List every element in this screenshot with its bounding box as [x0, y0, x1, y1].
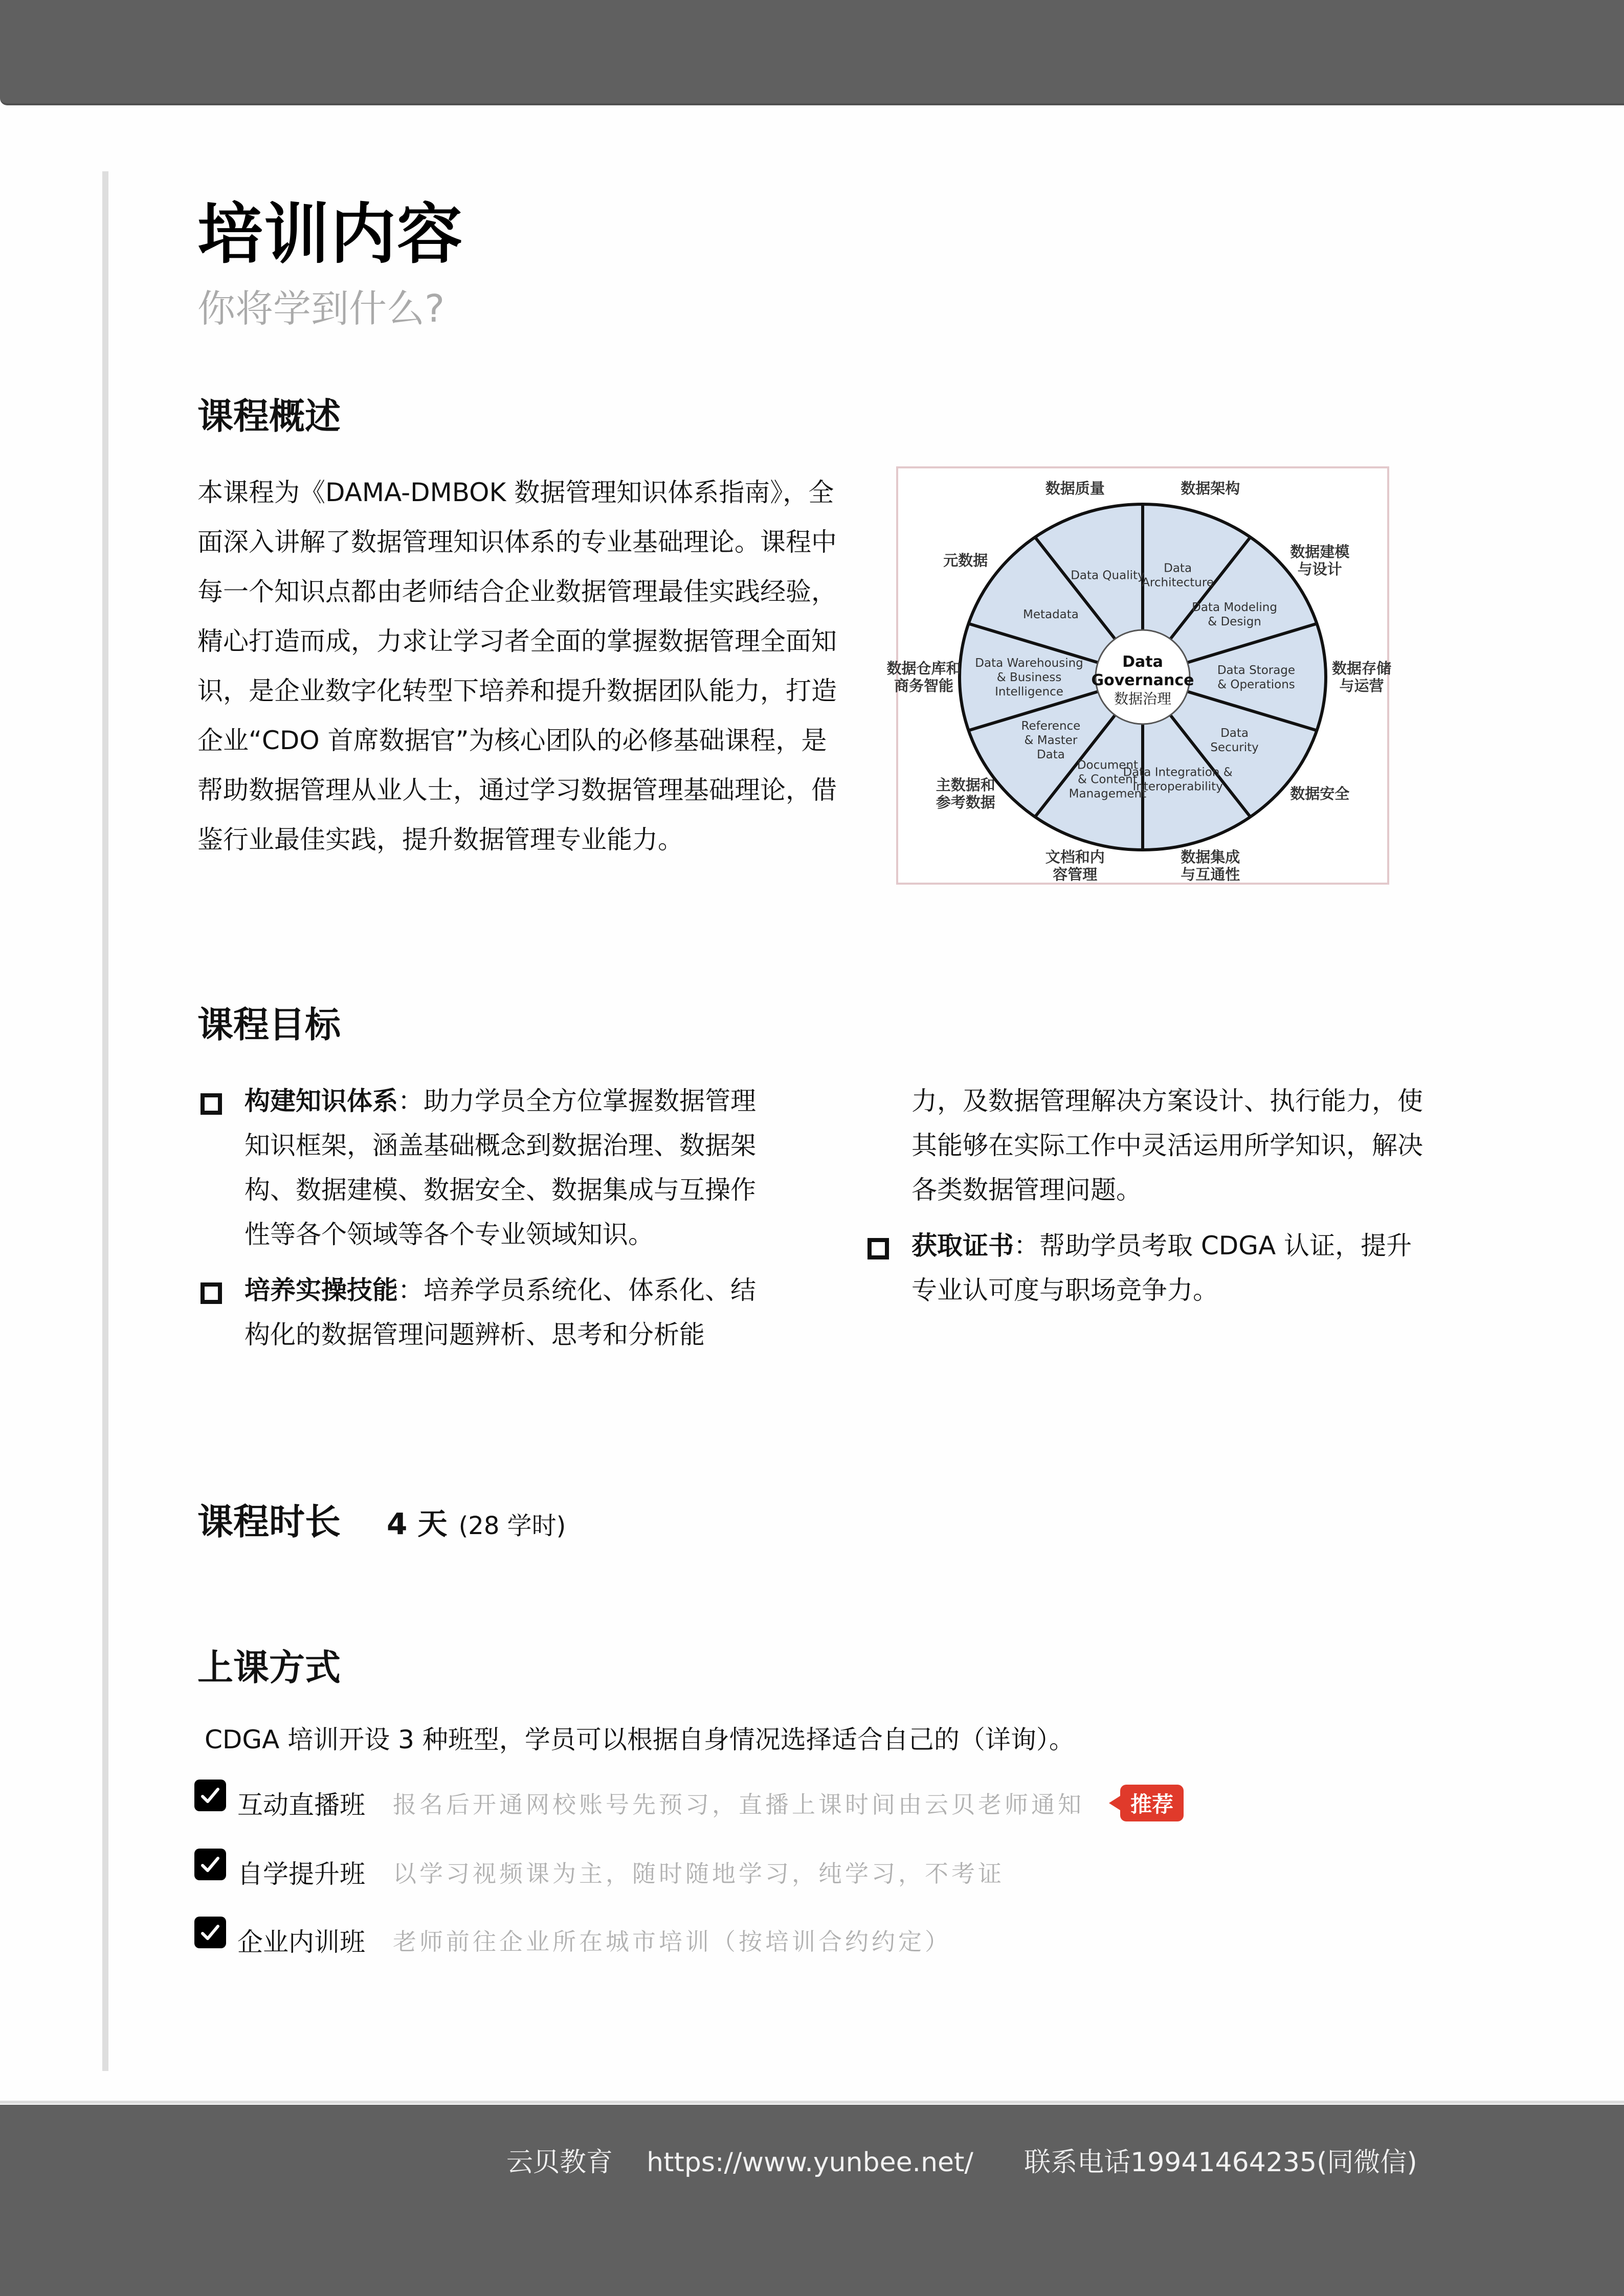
- segment-label-en: Data Warehousing: [975, 657, 1083, 670]
- duration-hours: (28 学时): [458, 1512, 566, 1540]
- segment-label-en: & Master: [1024, 734, 1078, 748]
- side-rule: [102, 171, 108, 2071]
- goal-separator: ：: [398, 1275, 424, 1305]
- goal-title: 获取证书: [911, 1231, 1014, 1260]
- segment-label-en: & Operations: [1217, 678, 1295, 691]
- goal-separator: ：: [1014, 1231, 1039, 1260]
- segment-label-cn: 与设计: [1297, 560, 1342, 578]
- goal-item-skills: [197, 1268, 765, 1357]
- segment-label-cn: 容管理: [1053, 866, 1098, 884]
- dmbok-wheel-diagram: [886, 466, 1392, 885]
- class-name: 自学提升班: [237, 1859, 365, 1889]
- delivery-heading: 上课方式: [197, 1647, 341, 1689]
- class-description: 报名后开通网校账号先预习，直播上课时间由云贝老师通知: [393, 1791, 1084, 1818]
- segment-label-cn: 数据安全: [1290, 785, 1350, 803]
- goals-heading: 课程目标: [197, 1004, 341, 1046]
- segment-label-en: Data Quality: [1071, 569, 1145, 582]
- segment-label-en: Intelligence: [995, 685, 1063, 699]
- center-label-en: Governance: [1091, 671, 1194, 689]
- top-banner: [0, 0, 1624, 105]
- segment-label-en: Data: [1036, 748, 1065, 762]
- square-bullet-icon: [867, 1238, 889, 1259]
- segment-label-cn: 元数据: [943, 551, 988, 569]
- segment-label-cn: 数据建模: [1290, 543, 1350, 560]
- segment-label-en: Data: [1164, 561, 1192, 575]
- duration-days: 4 天: [387, 1506, 448, 1541]
- segment-label-cn: 数据存储: [1331, 660, 1392, 677]
- goal-separator: ：: [398, 1086, 424, 1116]
- segment-label-en: Interoperability: [1132, 780, 1223, 794]
- footer-brand: 云贝教育: [506, 2147, 613, 2178]
- goals-right-column: [864, 1079, 1437, 1313]
- segment-label-cn: 主数据和: [936, 776, 995, 794]
- class-name: 企业内训班: [237, 1927, 365, 1957]
- segment-label-cn: 商务智能: [894, 677, 954, 694]
- goal-item-skills-continued: [864, 1079, 1437, 1212]
- checkbox-checked-icon[interactable]: [194, 1917, 226, 1948]
- footer-phone: 联系电话19941464235(同微信): [1024, 2147, 1417, 2178]
- segment-label-cn: 与互通性: [1181, 866, 1240, 884]
- footer-divider: [0, 2101, 1624, 2104]
- segment-label-en: & Business: [996, 671, 1062, 684]
- goal-title: 培养实操技能: [244, 1275, 398, 1305]
- center-label-cn: 数据治理: [1114, 690, 1172, 707]
- overview-paragraph: 本课程为《DAMA-DMBOK 数据管理知识体系指南》，全面深入讲解了数据管理知识体系的专业基础理论。课程中每一个知识点都由老师结合企业数据管理最佳实践经验，精心打造而成，力求让学习者全面的掌握数据管理全面知识，是企业数字化转型下培养和提升数据团队能力，打造企业“CDO 首席数据官”为核心团队的必修基础课程，是帮助数据管理从业人士，通过学习数据管理基础理论，借鉴行业最佳实践，提升数据管理专业能力。: [197, 478, 837, 854]
- segment-label-cn: 与运营: [1339, 677, 1384, 694]
- goal-text-continued: 力，及数据管理解决方案设计、执行能力，使其能够在实际工作中灵活运用所学知识，解决各类数据管理问题。: [911, 1086, 1423, 1205]
- segment-label-en: Metadata: [1022, 607, 1079, 621]
- segment-label-en: Security: [1210, 741, 1259, 755]
- delivery-intro: CDGA 培训开设 3 种班型，学员可以根据自身情况选择适合自己的（详询）。: [205, 1725, 1075, 1754]
- segment-label-cn: 数据集成: [1181, 848, 1240, 866]
- segment-label-cn: 数据仓库和: [886, 660, 961, 677]
- goal-text: 助力学员全方位掌握数据管理知识框架，涵盖基础概念到数据治理、数据架构、数据建模、数据安全、数据集成与互操作性等各个领域等各个专业领域知识。: [244, 1086, 756, 1249]
- overview-heading: 课程概述: [197, 395, 341, 437]
- class-name: 互动直播班: [237, 1790, 365, 1820]
- segment-label-cn: 文档和内: [1045, 848, 1105, 866]
- wheel-svg: [886, 468, 1392, 884]
- class-description: 以学习视频课为主，随时随地学习，纯学习，不考证: [393, 1860, 1005, 1887]
- footer-contact-line: [506, 2141, 1417, 2179]
- goal-item-knowledge: [197, 1079, 765, 1257]
- page-subtitle: 你将学到什么?: [197, 287, 445, 331]
- class-description: 老师前往企业所在城市培训（按培训合约约定）: [393, 1928, 951, 1955]
- segment-label-cn: 数据架构: [1181, 479, 1240, 497]
- goal-title: 构建知识体系: [244, 1086, 398, 1116]
- segment-label-cn: 参考数据: [936, 794, 995, 812]
- square-bullet-icon: [201, 1282, 222, 1304]
- segment-label-cn: 数据质量: [1045, 479, 1105, 497]
- segment-label-en: Architecture: [1142, 576, 1214, 590]
- duration-heading: 课程时长: [197, 1501, 341, 1543]
- course-duration: [197, 1493, 566, 1545]
- segment-label-en: Management: [1069, 787, 1147, 801]
- recommended-badge: 推荐: [1120, 1785, 1184, 1821]
- goal-text: 培养学员系统化、体系化、结构化的数据管理问题辨析、思考和分析能: [244, 1275, 756, 1349]
- goal-text: 帮助学员考取 CDGA 认证，提升专业认可度与职场竞争力。: [911, 1231, 1412, 1305]
- center-label-en: Data: [1122, 653, 1163, 671]
- goal-item-certificate: [864, 1224, 1437, 1313]
- segment-label-en: & Design: [1208, 615, 1261, 628]
- segment-label-en: Data Modeling: [1192, 600, 1277, 614]
- checkbox-checked-icon[interactable]: [194, 1849, 226, 1880]
- square-bullet-icon: [201, 1093, 222, 1115]
- footer-url[interactable]: https://www.yunbee.net/: [647, 2147, 973, 2178]
- page-title: 培训内容: [197, 196, 464, 273]
- segment-label-en: Data Storage: [1217, 664, 1296, 677]
- segment-label-en: Reference: [1021, 719, 1081, 733]
- segment-label-en: Data: [1220, 727, 1249, 740]
- segment-label-en: Data Integration &: [1123, 766, 1233, 779]
- page-footer: [0, 2105, 1624, 2296]
- class-option-live[interactable]: [194, 1785, 1184, 1821]
- goals-left-column: [197, 1079, 765, 1357]
- checkbox-checked-icon[interactable]: [194, 1780, 226, 1811]
- segment-label-en: & Content: [1078, 773, 1138, 786]
- class-option-corporate[interactable]: [194, 1922, 951, 1959]
- class-option-self-study[interactable]: [194, 1854, 1005, 1890]
- segment-label-en: Document: [1077, 758, 1138, 772]
